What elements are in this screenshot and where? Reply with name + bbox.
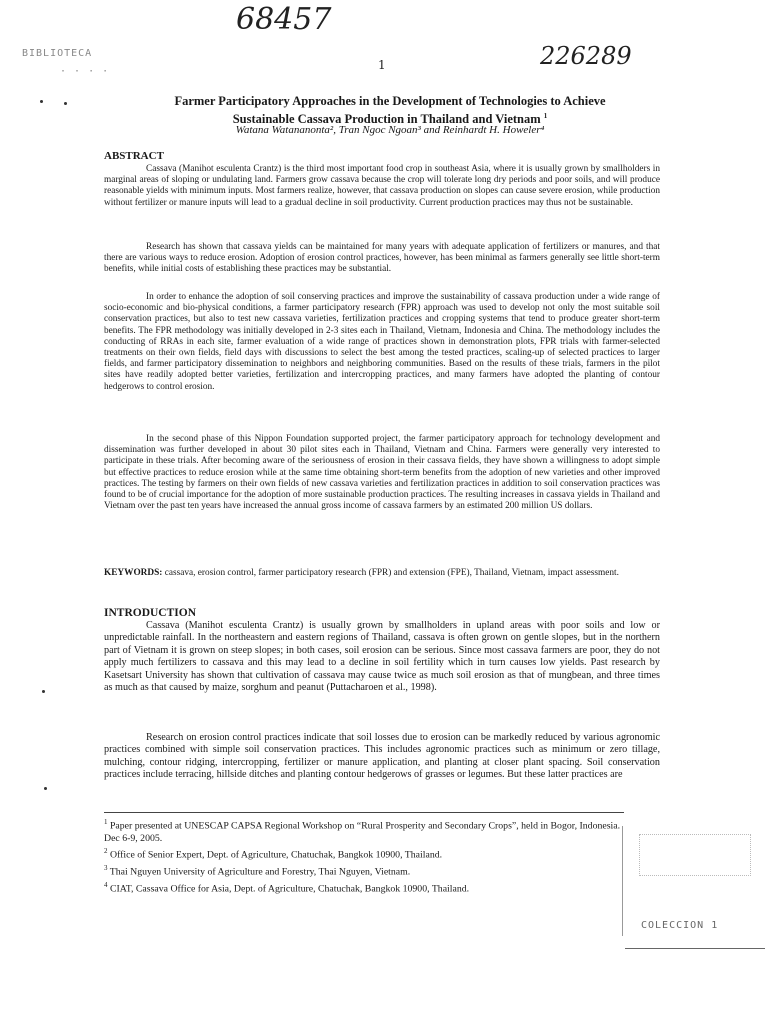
abstract-paragraph-3: In order to enhance the adoption of soil conserving practices and improve the sustainability of cassava production under a wide range of socio-economic and bio-physical conditions, a farmer participatory research (FPR) approach was used to develop not only the most suitable soil conservation practices, but also to test new cassava varieties, fertilization practices and cropping systems that tend to produce greater short-term benefits. The FPR methodology was initially developed in 2-3 sites each in Thailand, Vietnam, Indonesia and China. The methodology includes the conducting of RRAs in each site, farmer evaluation of a wide range of practices shown in demonstration plots, FPR trials with farmer-selected treatments on their own fields, field days with discussions to select the best among the tested practices, scaling-up of selected practices to larger fields, and farmer participatory dissemination to neighbors and neighboring communities. Based on the results of these trials, farmers in the pilot sites have readily adopted better varieties, fertilization and intercropping practices, and many farmers have adopted the planting of contour hedgerows to control erosion.	[104, 292, 660, 392]
introduction-paragraph-1: Cassava (Manihot esculenta Crantz) is usually grown by smallholders in upland areas with poor soils and low or unpredictable rainfall. In the northeastern and eastern regions of Thailand, cassava is often grown on gentle slopes, but in the northern part of Vietnam it is grown on steep slopes; in both cases, soil erosion can be serious. Since most cassava farmers are poor, they do not apply much fertilizers to cassava and this may lead to a decline in soil fertility which in turn causes low yields. Past research by Kasetsart University has shown that cultivation of cassava may cause twice as much soil erosion as that of mungbean, and three times as much as that caused by maize, sorghum and peanut (Puttacharoen et al., 1998).	[104, 620, 660, 694]
handwritten-number-right: 226289	[540, 42, 632, 70]
introduction-paragraph-2: Research on erosion control practices indicate that soil losses due to erosion can be markedly reduced by various agronomic practices combined with simple soil conservation practices. This includes agronomic practices such as minimum or zero tillage, mulching, contour ridging, intercropping, fertilizer or manure application, and planting at closer plant spacing. Soil conservation practices include terracing, hillside ditches and planting contour hedgerows of grasses or legumes. But these latter practices are	[104, 732, 660, 781]
keywords-text: cassava, erosion control, farmer participatory research (FPR) and extension (FPE), Thailand, Vietnam, impact assessment.	[164, 568, 619, 578]
scan-speck	[42, 690, 45, 693]
footnote-3-text: Thai Nguyen University of Agriculture and Forestry, Thai Nguyen, Vietnam.	[109, 866, 411, 878]
keywords-label: KEYWORDS:	[104, 568, 163, 578]
footnote-2-mark: 2	[104, 847, 108, 856]
paper-title-line1: Farmer Participatory Approaches in the Development of Technologies to Achieve	[174, 94, 606, 108]
footnotes	[104, 816, 624, 896]
title-footnote-marker: 1	[543, 112, 548, 120]
authors-line: Watana Watananonta², Tran Ngoc Ngoan³ and Reinhardt H. Howeler⁴	[235, 124, 545, 136]
footnote-1-text: Paper presented at UNESCAP CAPSA Regional Workshop on “Rural Prosperity and Secondary Crops”, held in Bogor, Indonesia. Dec 6-9, 2005.	[104, 820, 621, 844]
abstract-paragraph-4: In the second phase of this Nippon Foundation supported project, the farmer participatory approach for technology development and dissemination was further developed in about 30 pilot sites each in Thailand, Vietnam and China. Farmers were generally very interested to participate in these trials. After becoming aware of the seriousness of erosion in their cassava fields, they have shown a willingness to adopt simple but effective practices to reduce erosion while at the same time obtaining short-term benefits from the adoption of new varieties and other improved practices. The testing by farmers on their own fields of new cassava varieties and fertilization practices in addition to soil conservation practices was found to be of crucial importance for the adoption of more sustainable production practices. The resulting increases in cassava yields in Thailand and Vietnam over the past ten years have increased the annual gross income of cassava farmers by an estimated 200 million US dollars.	[104, 434, 660, 512]
footnote-2-text: Office of Senior Expert, Dept. of Agriculture, Chatuchak, Bangkok 10900, Thailand.	[109, 849, 443, 861]
footnote-1-mark: 1	[104, 818, 108, 826]
abstract-paragraph-1: Cassava (Manihot esculenta Crantz) is the third most important food crop in southeast Asia, where it is usually grown by smallholders in marginal areas of sloping or undulating land. Farmers grow cassava because the crop will tolerate long dry periods and poor soils, and will produce reasonable yields with minimum inputs. Most farmers realize, however, that cassava production on slopes can cause severe erosion, while production without fertilizer or manure inputs will lead to a gradual decline in soil productivity. Current production practices may thus not be sustainable.	[104, 164, 660, 208]
paper-title-line2: Sustainable Cassava Production in Thailand and Vietnam	[232, 112, 541, 127]
bottom-right-rule	[625, 948, 765, 949]
keywords	[104, 568, 660, 580]
introduction-heading: INTRODUCTION	[104, 607, 197, 619]
archive-stamp-box	[622, 826, 770, 936]
scan-speck	[40, 100, 43, 103]
archive-stamp-line2: · · · ·	[60, 66, 110, 77]
abstract-heading: ABSTRACT	[104, 150, 164, 162]
footnote-3-mark: 3	[104, 864, 108, 873]
faint-stamp-impression	[639, 834, 751, 876]
handwritten-mark-left: 1	[378, 58, 386, 72]
archive-code: COLECCION 1	[641, 920, 719, 931]
footnote-4	[104, 879, 624, 896]
scan-speck	[64, 102, 67, 105]
footnote-4-text: CIAT, Cassava Office for Asia, Dept. of Agriculture, Chatuchak, Bangkok 10900, Thailand.	[109, 883, 470, 895]
archive-stamp-line1: BIBLIOTECA	[22, 48, 93, 59]
footnote-divider	[104, 812, 624, 813]
scan-speck	[44, 787, 47, 790]
footnote-4-mark: 4	[104, 881, 108, 890]
footnote-3	[104, 862, 624, 879]
abstract-paragraph-2: Research has shown that cassava yields can be maintained for many years with adequate application of fertilizers or manures, and that there are various ways to reduce erosion. Adoption of erosion control practices, however, has been minimal as farmers generally see little short-term benefits, while initial costs of establishing these practices may be substantial.	[104, 242, 660, 275]
paper-title	[130, 94, 650, 127]
footnote-2	[104, 845, 624, 862]
handwritten-number-top: 68457	[236, 2, 332, 37]
footnote-1	[104, 816, 624, 845]
